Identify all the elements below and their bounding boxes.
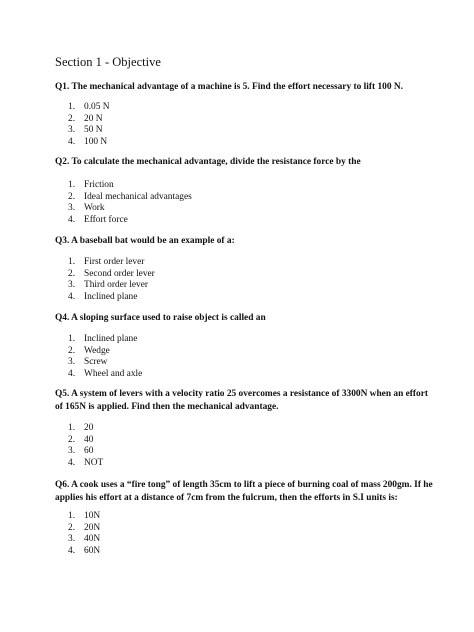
question-1: Q1. The mechanical advantage of a machine is 5. Find the effort necessary to lift 100 N.	[55, 82, 403, 92]
option-3	[68, 534, 100, 546]
option-3	[68, 357, 142, 369]
option-2	[68, 346, 142, 358]
option-number: 1.	[68, 180, 76, 190]
option-text: Inclined plane	[84, 334, 138, 344]
option-text: Inclined plane	[84, 291, 138, 302]
option-text: 100 N	[84, 136, 108, 147]
option-text: 20N	[84, 522, 101, 533]
option-number: 2.	[68, 113, 76, 124]
option-3	[68, 125, 110, 137]
option-text: 60N	[84, 545, 101, 556]
option-4	[68, 369, 142, 381]
option-text: Second order lever	[84, 268, 155, 279]
option-1	[68, 423, 103, 435]
option-number: 3.	[68, 203, 76, 213]
question-2: Q2. To calculate the mechanical advantage, divide the resistance force by the	[55, 157, 361, 167]
option-text: Ideal mechanical advantages	[84, 191, 192, 202]
option-number: 1.	[68, 423, 76, 433]
option-number: 2.	[68, 522, 76, 533]
option-number: 4.	[68, 214, 76, 225]
question-5-options	[68, 423, 103, 469]
option-text: 0.05 N	[84, 102, 110, 112]
option-number: 1.	[68, 511, 76, 521]
option-number: 3.	[68, 357, 76, 367]
option-1	[68, 334, 142, 346]
question-4: Q4. A sloping surface used to raise object is called an	[55, 313, 266, 323]
option-text: Wedge	[84, 345, 110, 356]
option-number: 4.	[68, 136, 76, 147]
option-text: 20 N	[84, 113, 103, 124]
option-number: 2.	[68, 434, 76, 445]
question-5: Q5. A system of levers with a velocity ratio 25 overcomes a resistance of 3300N when an effort of 165N is applied. Find then the mechanical advantage.	[55, 389, 429, 412]
option-2	[68, 435, 103, 447]
option-text: Screw	[84, 357, 108, 367]
option-number: 3.	[68, 125, 76, 135]
question-1-options	[68, 102, 110, 148]
option-3	[68, 446, 103, 458]
option-2	[68, 114, 110, 126]
option-text: 40	[84, 434, 94, 445]
option-number: 2.	[68, 345, 76, 356]
option-4	[68, 292, 155, 304]
section-title: Section 1 - Objective	[55, 55, 161, 69]
option-2	[68, 269, 155, 281]
question-6: Q6. A cook uses a “fire tong” of length 35cm to lift a piece of burning coal of mass 200gm. If he applies his effort at a distance of 7cm from the fulcrum, then the efforts in S.I units is:	[55, 480, 433, 503]
option-4	[68, 215, 192, 227]
option-4	[68, 546, 100, 558]
option-text: 60	[84, 446, 94, 456]
option-number: 4.	[68, 291, 76, 302]
option-text: Friction	[84, 180, 114, 190]
option-number: 1.	[68, 334, 76, 344]
option-text: First order lever	[84, 257, 145, 267]
option-1	[68, 511, 100, 523]
question-2-options	[68, 180, 192, 226]
option-3	[68, 280, 155, 292]
option-2	[68, 523, 100, 535]
option-number: 4.	[68, 457, 76, 468]
option-text: 50 N	[84, 125, 103, 135]
option-3	[68, 203, 192, 215]
option-text: 10N	[84, 511, 101, 521]
option-number: 3.	[68, 280, 76, 290]
question-4-options	[68, 334, 142, 380]
option-number: 1.	[68, 257, 76, 267]
option-4	[68, 137, 110, 149]
option-number: 3.	[68, 446, 76, 456]
option-text: Work	[84, 203, 105, 213]
option-number: 2.	[68, 268, 76, 279]
question-3-options	[68, 257, 155, 303]
question-3: Q3. A baseball bat would be an example of a:	[55, 236, 235, 246]
option-text: Wheel and axle	[84, 368, 143, 379]
option-text: 40N	[84, 534, 101, 544]
option-number: 4.	[68, 368, 76, 379]
option-number: 4.	[68, 545, 76, 556]
option-1	[68, 180, 192, 192]
question-6-options	[68, 511, 100, 557]
option-1	[68, 102, 110, 114]
option-number: 3.	[68, 534, 76, 544]
option-1	[68, 257, 155, 269]
option-text: Effort force	[84, 214, 128, 225]
option-text: 20	[84, 423, 94, 433]
option-text: NOT	[84, 457, 104, 468]
option-number: 1.	[68, 102, 76, 112]
option-text: Third order lever	[84, 280, 149, 290]
option-number: 2.	[68, 191, 76, 202]
option-2	[68, 192, 192, 204]
option-4	[68, 458, 103, 470]
